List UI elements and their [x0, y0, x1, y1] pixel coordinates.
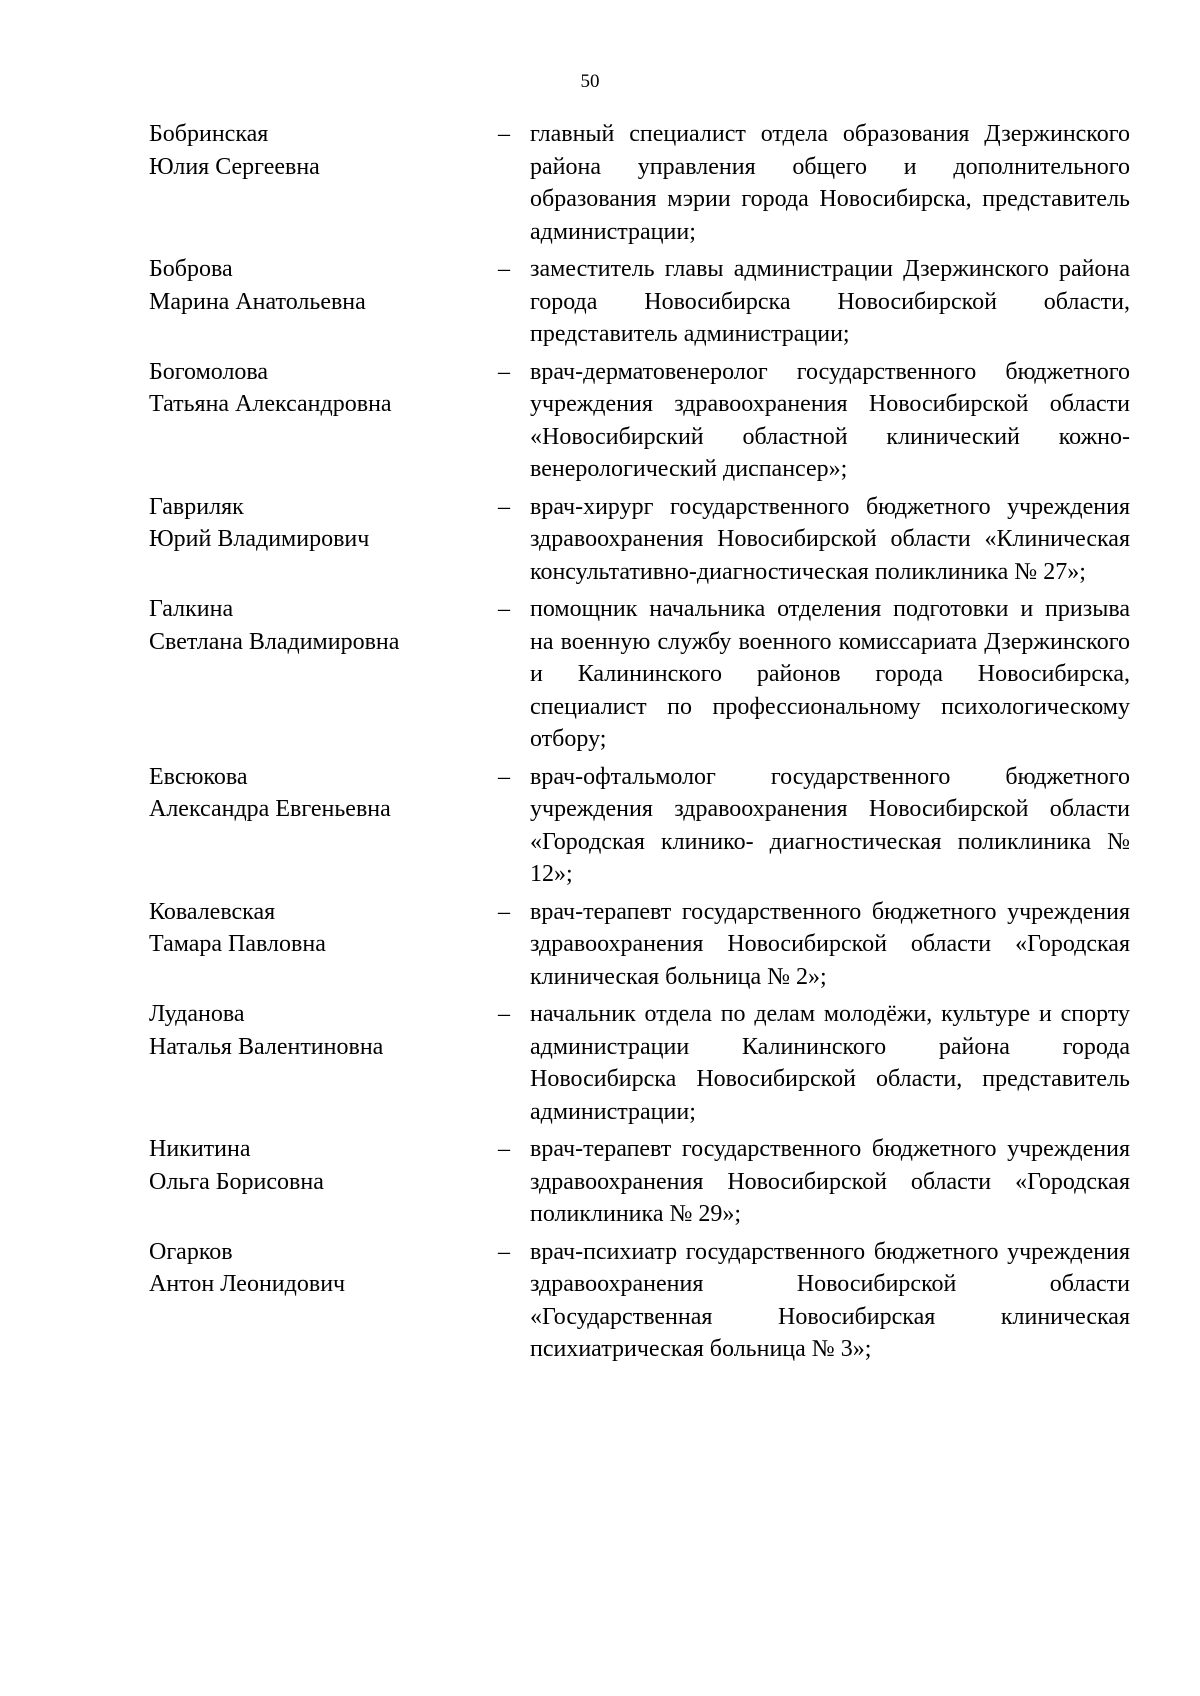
- list-item: [149, 593, 1149, 756]
- dash-separator: –: [498, 596, 510, 622]
- list-item: [149, 491, 1149, 589]
- member-name: [149, 1236, 498, 1301]
- member-given-names: Светлана Владимировна: [149, 628, 400, 655]
- member-role: врач-терапевт государственного бюджетного учреждения здравоохранения Новосибирской области «Городская клиническая больница № 2»;: [530, 898, 1130, 990]
- member-name: [149, 253, 498, 318]
- member-surname: Галкина: [149, 596, 234, 622]
- member-name: [149, 1133, 498, 1198]
- member-role: главный специалист отдела образования Дзержинского района управления общего и дополнительного образования мэрии города Новосибирска, представитель администрации;: [530, 121, 1130, 245]
- member-given-names: Марина Анатольевна: [149, 288, 366, 315]
- member-name: [149, 761, 498, 826]
- dash-separator: –: [498, 256, 510, 282]
- member-given-names: Тамара Павловна: [149, 931, 326, 957]
- member-given-names: Александра Евгеньевна: [149, 796, 391, 822]
- member-role: врач-терапевт государственного бюджетного учреждения здравоохранения Новосибирской области «Городская поликлиника № 29»;: [530, 1136, 1130, 1227]
- member-name: [149, 118, 498, 183]
- member-surname: Евсюкова: [149, 763, 248, 790]
- dash-separator: –: [498, 898, 510, 925]
- member-surname: Луданова: [149, 1001, 245, 1027]
- list-item: [149, 356, 1149, 486]
- member-name: [149, 491, 498, 556]
- member-surname: Боброва: [149, 256, 233, 282]
- member-role: врач-дерматовенеролог государственного бюджетного учреждения здравоохранения Новосибирской области «Новосибирский областной клинический кожно-венерологический диспансер»;: [530, 358, 1130, 482]
- page-number: 50: [580, 71, 600, 92]
- member-role: помощник начальника отделения подготовки и призыва на военную службу военного комиссариата Дзержинского и Калининского районов города Новосибирска, специалист по профессиональному психологическому отбору;: [530, 596, 1130, 752]
- list-item: [149, 998, 1149, 1128]
- member-role: врач-психиатр государственного бюджетного учреждения здравоохранения Новосибирской области «Государственная Новосибирская клиническая психиатрическая больница № 3»;: [530, 1238, 1130, 1362]
- list-item: [149, 1133, 1149, 1231]
- member-name: [149, 896, 498, 961]
- member-role: врач-офтальмолог государственного бюджетного учреждения здравоохранения Новосибирской области «Городская клинико- диагностическая поликлиника № 12»;: [530, 763, 1130, 887]
- member-role: заместитель главы администрации Дзержинского района города Новосибирска Новосибирской области, представитель администрации;: [530, 256, 1130, 347]
- member-given-names: Юлия Сергеевна: [149, 153, 320, 180]
- member-given-names: Наталья Валентиновна: [149, 1033, 384, 1060]
- member-list: [149, 118, 1149, 1371]
- member-surname: Бобринская: [149, 121, 269, 147]
- member-given-names: Татьяна Александровна: [149, 391, 392, 417]
- dash-separator: –: [498, 1238, 510, 1265]
- dash-separator: –: [498, 121, 510, 147]
- member-role: врач-хирург государственного бюджетного учреждения здравоохранения Новосибирской области «Клиническая консультативно-диагностическая поликлиника № 27»;: [530, 493, 1130, 585]
- list-item: [149, 118, 1149, 248]
- member-given-names: Юрий Владимирович: [149, 526, 370, 552]
- dash-separator: –: [498, 358, 510, 385]
- member-surname: Огарков: [149, 1238, 233, 1265]
- member-given-names: Антон Леонидович: [149, 1271, 346, 1297]
- member-surname: Никитина: [149, 1136, 251, 1162]
- member-name: [149, 998, 498, 1063]
- member-name: [149, 593, 498, 658]
- member-surname: Ковалевская: [149, 898, 276, 925]
- member-name: [149, 356, 498, 421]
- member-given-names: Ольга Борисовна: [149, 1168, 324, 1195]
- list-item: [149, 1236, 1149, 1366]
- list-item: [149, 896, 1149, 994]
- member-role: начальник отдела по делам молодёжи, культуре и спорту администрации Калининского района города Новосибирска Новосибирской области, представитель администрации;: [530, 1001, 1130, 1125]
- dash-separator: –: [498, 1136, 510, 1162]
- dash-separator: –: [498, 1001, 510, 1027]
- dash-separator: –: [498, 763, 510, 790]
- member-surname: Гавриляк: [149, 493, 244, 520]
- dash-separator: –: [498, 493, 510, 520]
- list-item: [149, 253, 1149, 351]
- list-item: [149, 761, 1149, 891]
- member-surname: Богомолова: [149, 358, 269, 385]
